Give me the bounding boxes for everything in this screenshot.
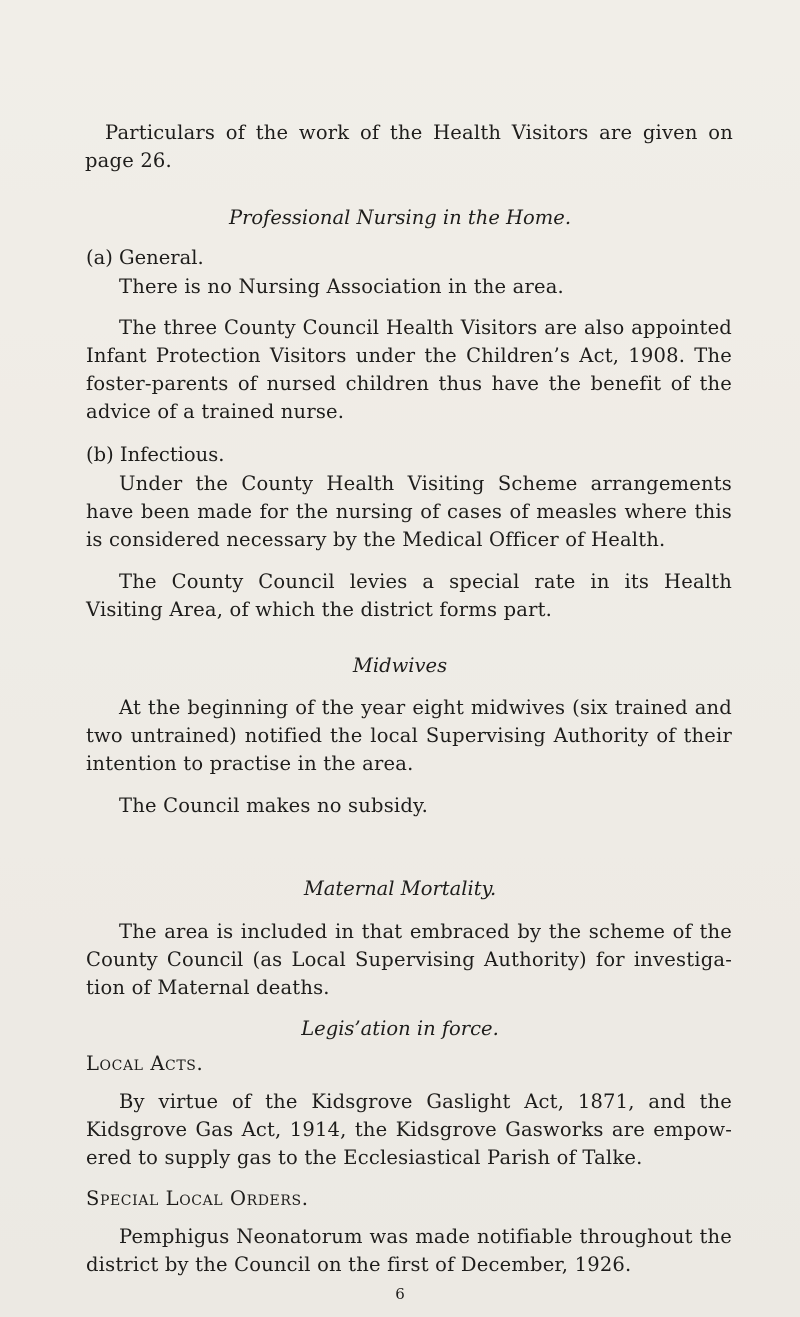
infectious-paragraph-1: [86, 470, 732, 554]
infectious-paragraph-2: [86, 568, 732, 624]
infectious-p1-line-3: is considered necessary by the Medical Officer of Health.: [86, 528, 666, 551]
maternal-p1-line-2: County Council (as Local Supervising Authority) for investiga-: [86, 948, 732, 971]
local-acts-line-3: ered to supply gas to the Ecclesiastical Parish of Talke.: [86, 1146, 643, 1169]
special-orders-line-1: Pemphigus Neonatorum was made notifiable throughout the: [119, 1225, 732, 1248]
general-p2-line-1: The three County Council Health Visitors are also appointed: [119, 316, 732, 339]
maternal-mortality-paragraph: [86, 918, 732, 1002]
special-orders-paragraph: [86, 1223, 732, 1279]
infectious-p2-line-2: Visiting Area, of which the district forms part.: [86, 598, 553, 621]
midwives-paragraph-2: The Council makes no subsidy.: [119, 794, 429, 817]
special-orders-line-2: district by the Council on the first of December, 1926.: [86, 1253, 632, 1276]
infectious-p1-line-2: have been made for the nursing of cases of measles where this: [86, 500, 732, 523]
intro-line-1: Particulars of the work of the Health Visitors are given on: [105, 121, 733, 144]
maternal-p1-line-1: The area is included in that embraced by the scheme of the: [119, 920, 732, 943]
local-acts-paragraph: [86, 1088, 732, 1172]
midwives-p1-line-1: At the beginning of the year eight midwives (six trained and: [119, 696, 732, 719]
general-paragraph-2: [86, 314, 732, 426]
section-heading-midwives: Midwives: [352, 654, 448, 677]
section-heading-professional-nursing: Professional Nursing in the Home.: [228, 206, 572, 229]
subsection-label-local-acts: Local Acts.: [86, 1052, 204, 1075]
intro-line-2: page 26.: [85, 149, 172, 172]
general-p2-line-2: Infant Protection Visitors under the Children’s Act, 1908. The: [86, 344, 732, 367]
midwives-p1-line-2: two untrained) notified the local Supervising Authority of their: [86, 724, 732, 747]
maternal-p1-line-3: tion of Maternal deaths.: [86, 976, 330, 999]
subsection-label-special-local-orders: Special Local Orders.: [86, 1187, 309, 1210]
section-heading-legislation: Legis’ation in force.: [301, 1017, 499, 1040]
page-number: 6: [395, 1285, 405, 1303]
local-acts-line-2: Kidsgrove Gas Act, 1914, the Kidsgrove Gasworks are empow-: [86, 1118, 732, 1141]
intro-paragraph: [85, 119, 733, 175]
midwives-p1-line-3: intention to practise in the area.: [86, 752, 414, 775]
infectious-p1-line-1: Under the County Health Visiting Scheme arrangements: [119, 472, 732, 495]
subsection-label-general: (a) General.: [86, 246, 204, 269]
general-paragraph-1: There is no Nursing Association in the area.: [119, 275, 564, 298]
general-p2-line-3: foster-parents of nursed children thus have the benefit of the: [86, 372, 732, 395]
local-acts-line-1: By virtue of the Kidsgrove Gaslight Act, 1871, and the: [119, 1090, 732, 1113]
midwives-paragraph-1: [86, 694, 732, 778]
general-p2-line-4: advice of a trained nurse.: [86, 400, 345, 423]
section-heading-maternal-mortality: Maternal Mortality.: [303, 877, 497, 900]
infectious-p2-line-1: The County Council levies a special rate in its Health: [119, 570, 732, 593]
subsection-label-infectious: (b) Infectious.: [86, 443, 225, 466]
